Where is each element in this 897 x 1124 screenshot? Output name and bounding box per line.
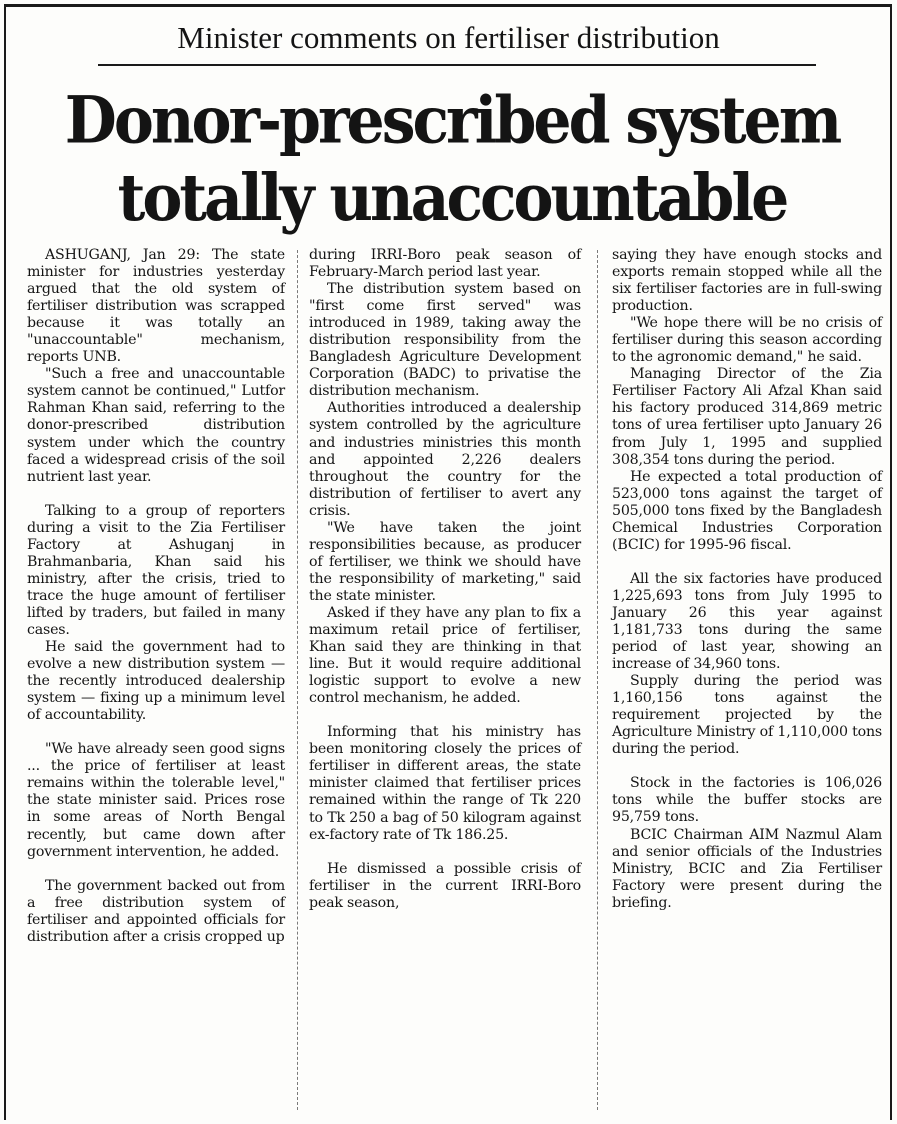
article-paragraph: Asked if they have any plan to fix a maximum retail price of fertiliser, Khan said they are thinking in that line. But it would require additional logistic support to evolve a new control mechanism, he added. [309, 604, 581, 707]
article-paragraph: He expected a total production of 523,000 tons against the target of 505,000 tons fixed by the Bangladesh Chemical Industries Corporation (BCIC) for 1995-96 fiscal. [612, 468, 882, 553]
article-paragraph: Talking to a group of reporters during a visit to the Zia Fertiliser Factory at Ashuganj in Brahmanbaria, Khan said his ministry, after the crisis, tried to trace the huge amount of fertiliser lifted by traders, but failed in many cases. [27, 502, 285, 638]
article-paragraph: ASHUGANJ, Jan 29: The state minister for industries yesterday argued that the old system of fertiliser distribution was scrapped because it was totally an "unaccountable" mechanism, reports UNB. [27, 247, 285, 366]
article-paragraph: Stock in the factories is 106,026 tons while the buffer stocks are 95,759 tons. [612, 775, 882, 826]
headline-line-1: Donor-prescribed system [64, 83, 840, 159]
article-paragraph: The government backed out from a free distribution system of fertiliser and appointed officials for distribution after a crisis cropped up [27, 877, 285, 945]
kicker-rule [98, 64, 816, 66]
article-paragraph: Supply during the period was 1,160,156 tons against the requirement projected by the Agriculture Ministry of 1,110,000 tons during the period. [612, 673, 882, 758]
column-divider [597, 250, 599, 1110]
article-paragraph: saying they have enough stocks and exports remain stopped while all the six fertiliser factories are in full-swing production. [612, 247, 882, 315]
article-column-3 [612, 247, 882, 912]
headline-line-2: totally unaccountable [117, 160, 787, 237]
article-paragraph: "Such a free and unaccountable system cannot be continued," Lutfor Rahman Khan said, referring to the donor-prescribed distribution system under which the country faced a widespread crisis of the soil nutrient last year. [27, 366, 285, 485]
article-column-2 [309, 247, 581, 912]
article-paragraph: during IRRI-Boro peak season of February-March period last year. [309, 247, 581, 281]
article-paragraph: Authorities introduced a dealership system controlled by the agriculture and industries ministries this month and appointed 2,226 dealers throughout the country for the distribution of fertiliser to avert any crisis. [309, 400, 581, 519]
article-paragraph: "We have taken the joint responsibilities because, as producer of fertiliser, we think we should have the responsibility of marketing," said the state minister. [309, 519, 581, 604]
article-paragraph: He dismissed a possible crisis of fertiliser in the current IRRI-Boro peak season, [309, 860, 581, 911]
main-headline [10, 82, 894, 238]
article-paragraph: "We hope there will be no crisis of fertiliser during this season according to the agronomic demand," he said. [612, 315, 882, 366]
article-paragraph: All the six factories have produced 1,225,693 tons from July 1995 to January 26 this year against 1,181,733 tons during the same period of last year, showing an increase of 34,960 tons. [612, 570, 882, 673]
kicker-headline: Minister comments on fertiliser distribution [177, 20, 720, 55]
article-paragraph: BCIC Chairman AIM Nazmul Alam and senior officials of the Industries Ministry, BCIC and Zia Fertiliser Factory were present during the briefing. [612, 826, 882, 911]
article-paragraph: Informing that his ministry has been monitoring closely the prices of fertiliser in different areas, the state minister claimed that fertiliser prices remained within the range of Tk 220 to Tk 250 a bag of 50 kilogram against ex-factory rate of Tk 186.25. [309, 724, 581, 843]
column-divider [297, 250, 299, 1110]
article-paragraph: The distribution system based on "first come first served" was introduced in 1989, taking away the distribution responsibility from the Bangladesh Agriculture Development Corporation (BADC) to privatise the distribution mechanism. [309, 281, 581, 400]
article-paragraph: "We have already seen good signs ... the price of fertiliser at least remains within the tolerable level," the state minister said. Prices rose in some areas of North Bengal recently, but came down after government intervention, he added. [27, 741, 285, 860]
article-paragraph: He said the government had to evolve a new distribution system —the recently introduced dealership system — fixing up a minimum level of accountability. [27, 639, 285, 724]
article-paragraph: Managing Director of the Zia Fertiliser Factory Ali Afzal Khan said his factory produced 314,869 metric tons of urea fertiliser upto January 26 from July 1, 1995 and supplied 308,354 tons during the period. [612, 366, 882, 468]
article-column-1 [27, 247, 285, 946]
